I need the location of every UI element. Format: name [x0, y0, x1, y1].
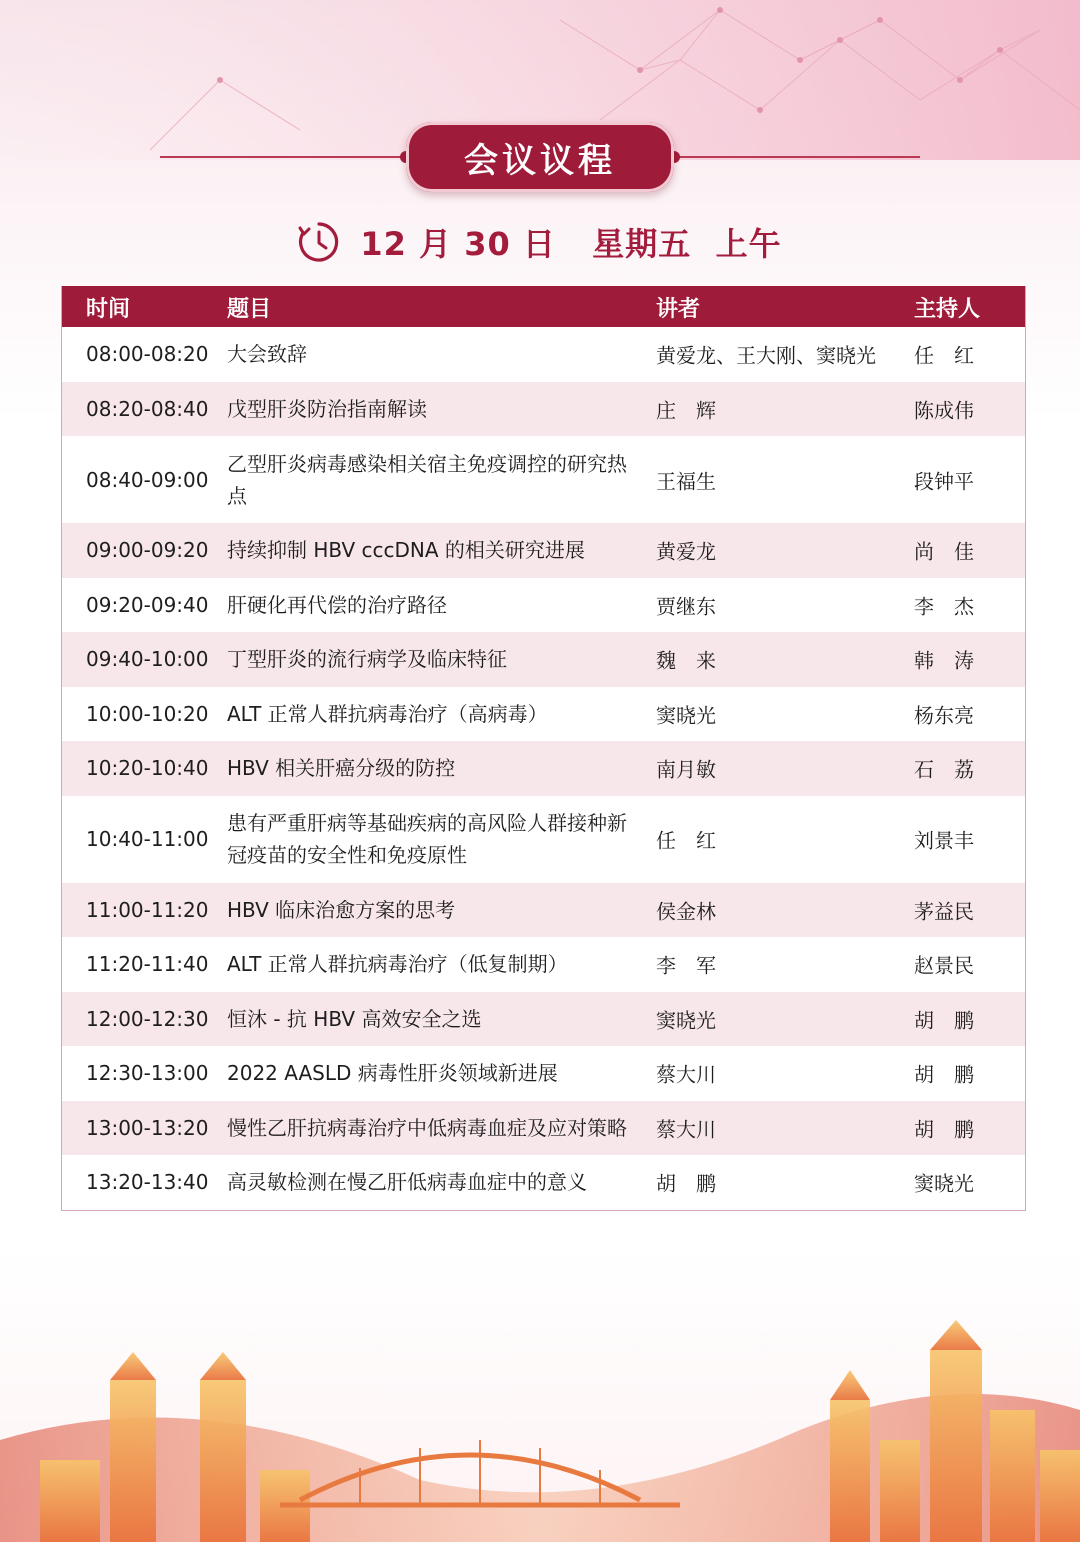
row-topic: HBV 临床治愈方案的思考	[227, 897, 456, 922]
row-topic: 大会致辞	[227, 342, 307, 367]
date-heading	[0, 214, 1080, 270]
row-time: 10:40-11:00	[86, 827, 209, 851]
table-row	[62, 436, 1025, 523]
row-time: 09:40-10:00	[86, 647, 209, 672]
row-time: 13:20-13:40	[86, 1170, 209, 1195]
row-topic: 恒沐 - 抗 HBV 高效安全之选	[227, 1006, 482, 1031]
row-speaker: 任 红	[656, 828, 716, 853]
row-time: 08:00-08:20	[86, 342, 209, 367]
row-speaker: 贾继东	[656, 594, 716, 619]
page-title: 会议议程	[406, 122, 674, 192]
row-time: 10:20-10:40	[86, 756, 209, 781]
row-time: 11:00-11:20	[86, 897, 209, 922]
row-speaker: 蔡大川	[656, 1062, 716, 1087]
table-row	[62, 578, 1025, 633]
row-topic: 慢性乙肝抗病毒治疗中低病毒血症及应对策略	[227, 1115, 627, 1140]
row-time: 08:20-08:40	[86, 396, 209, 421]
table-row	[62, 937, 1025, 992]
table-row	[62, 382, 1025, 437]
row-speaker: 南月敏	[656, 757, 716, 782]
row-host: 茅益民	[914, 899, 974, 924]
header-topic: 题目	[227, 297, 272, 322]
row-speaker: 胡 鹏	[656, 1171, 716, 1196]
clock-icon	[298, 221, 340, 263]
table-header	[62, 286, 1025, 327]
row-speaker: 黄爱龙	[656, 539, 716, 564]
row-topic: 患有严重肝病等基础疾病的高风险人群接种新冠疫苗的安全性和免疫原性	[227, 811, 627, 867]
row-speaker: 庄 辉	[656, 398, 716, 423]
table-row	[62, 632, 1025, 687]
row-topic: HBV 相关肝癌分级的防控	[227, 756, 456, 781]
row-time: 12:30-13:00	[86, 1061, 209, 1086]
row-topic: ALT 正常人群抗病毒治疗（低复制期）	[227, 952, 568, 977]
row-host: 陈成伟	[914, 398, 974, 423]
row-time: 12:00-12:30	[86, 1006, 209, 1031]
row-topic: 乙型肝炎病毒感染相关宿主免疫调控的研究热点	[227, 451, 627, 508]
agenda-table	[61, 286, 1026, 1211]
row-host: 段钟平	[914, 469, 974, 493]
table-row	[62, 741, 1025, 796]
row-host: 任 红	[914, 343, 974, 368]
date-text: 12 月 30 日 星期五 上午	[360, 225, 782, 263]
row-host: 胡 鹏	[914, 1062, 974, 1087]
row-host: 杨东亮	[914, 703, 974, 728]
row-speaker: 侯金林	[656, 899, 716, 924]
row-time: 09:20-09:40	[86, 592, 209, 617]
table-row	[62, 1101, 1025, 1156]
row-topic: 丁型肝炎的流行病学及临床特征	[227, 647, 507, 672]
title-line-right	[674, 156, 920, 158]
row-topic: 高灵敏检测在慢乙肝低病毒血症中的意义	[227, 1170, 587, 1195]
table-row	[62, 992, 1025, 1047]
row-topic: 戊型肝炎防治指南解读	[227, 396, 427, 421]
row-host: 李 杰	[914, 594, 974, 619]
row-speaker: 窦晓光	[656, 1008, 716, 1033]
row-host: 赵景民	[914, 953, 974, 978]
table-row	[62, 796, 1025, 883]
city-skyline-decoration	[0, 1290, 1080, 1542]
table-row	[62, 1046, 1025, 1101]
row-host: 刘景丰	[914, 828, 974, 853]
table-body	[62, 327, 1025, 1210]
row-speaker: 李 军	[656, 953, 716, 978]
header-host: 主持人	[914, 297, 981, 322]
row-speaker: 魏 来	[656, 648, 716, 673]
row-speaker: 黄爱龙、王大刚、窦晓光	[656, 343, 876, 368]
row-host: 胡 鹏	[914, 1008, 974, 1033]
table-row	[62, 523, 1025, 578]
row-topic: 持续抑制 HBV cccDNA 的相关研究进展	[227, 538, 585, 563]
row-topic: 肝硬化再代偿的治疗路径	[227, 592, 447, 617]
row-host: 尚 佳	[914, 539, 974, 564]
row-time: 08:40-09:00	[86, 467, 209, 492]
row-host: 石 荔	[914, 757, 974, 782]
table-row	[62, 687, 1025, 742]
title-line-left	[160, 156, 406, 158]
row-time: 13:00-13:20	[86, 1115, 209, 1140]
row-host: 韩 涛	[914, 648, 974, 673]
table-row	[62, 883, 1025, 938]
row-topic: ALT 正常人群抗病毒治疗（高病毒）	[227, 701, 548, 726]
row-speaker: 窦晓光	[656, 703, 716, 728]
title-banner	[0, 120, 1080, 196]
row-topic: 2022 AASLD 病毒性肝炎领域新进展	[227, 1061, 558, 1086]
table-row	[62, 1155, 1025, 1210]
table-row	[62, 327, 1025, 382]
row-speaker: 王福生	[656, 469, 716, 493]
row-host: 胡 鹏	[914, 1117, 974, 1142]
row-time: 09:00-09:20	[86, 538, 209, 563]
row-time: 10:00-10:20	[86, 701, 209, 726]
row-host: 窦晓光	[914, 1171, 974, 1196]
header-speaker: 讲者	[656, 297, 701, 322]
row-time: 11:20-11:40	[86, 952, 209, 977]
row-speaker: 蔡大川	[656, 1117, 716, 1142]
header-time: 时间	[86, 297, 131, 322]
